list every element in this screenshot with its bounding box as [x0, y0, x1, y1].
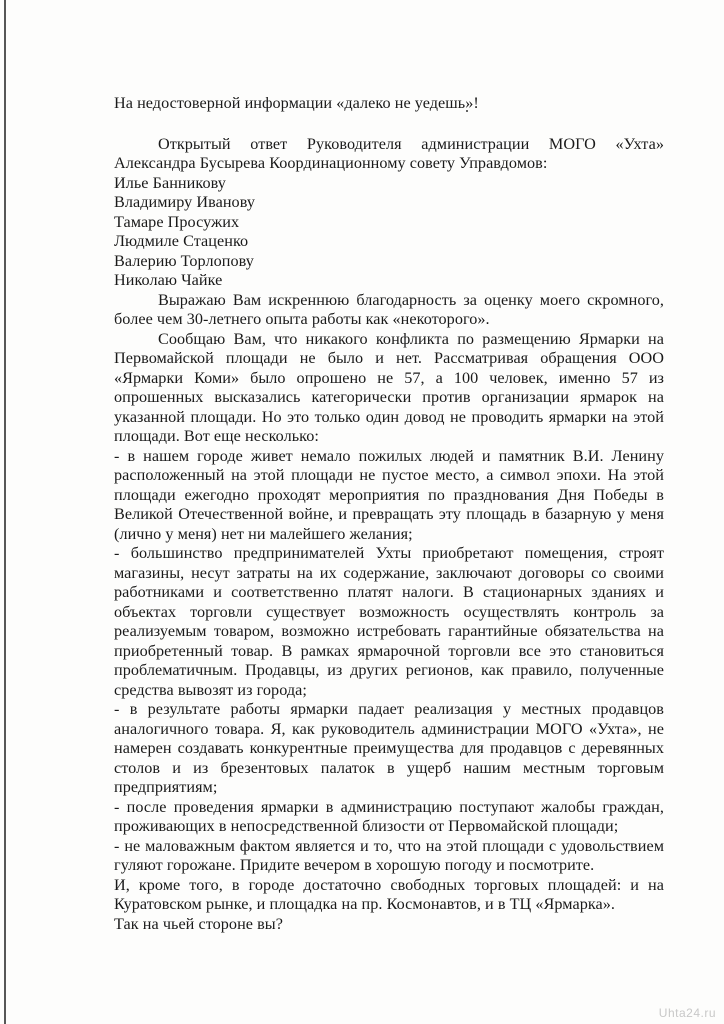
site-watermark: Uhta24.ru — [658, 1006, 716, 1020]
recipient-line: Тамаре Просужих — [114, 213, 240, 231]
text-line: магазины, несут затраты на их содержание, заключают договоры со своими — [114, 564, 664, 582]
text-line: объектах торговли существует возможность осуществлять контроль за — [114, 603, 664, 621]
text-line: намерен создавать конкурентные преимущества для продавцов с деревянных — [114, 739, 664, 757]
recipient-line: Владимиру Иванову — [114, 193, 255, 211]
text-line: Открытый ответ Руководителя администрации МОГО «Ухта» — [158, 135, 664, 153]
text-line: столов и из брезентовых палаток в ущерб нашим местным торговым — [114, 759, 664, 777]
text-line: реализуемым товаром, возможно истребовать гарантийные обязательства на — [114, 622, 664, 640]
text-line: Куратовском рынке, и площадка на пр. Космонавтов, и в ТЦ «Ярмарка». — [114, 895, 615, 913]
text-line: Великой Отечественной войне, и превращать эту площадь в базарную у меня — [114, 505, 664, 523]
text-line: Сообщаю Вам, что никакого конфликта по размещению Ярмарки на — [158, 330, 664, 348]
text-line: - после проведения ярмарки в администрацию поступают жалобы граждан, — [114, 798, 664, 816]
text-line: «Ярмарки Коми» было опрошено не 57, а 100 человек, именно 57 из — [114, 369, 664, 387]
recipient-line: Николаю Чайке — [114, 271, 223, 289]
text-line: Первомайской площади не было и нет. Рассматривая обращения ООО — [114, 349, 664, 367]
text-line: указанной площади. Но это только один довод не проводить ярмарки на этой — [114, 408, 664, 426]
recipient-line: Илье Банникову — [114, 174, 226, 192]
recipient-line: Людмиле Стаценко — [114, 232, 249, 250]
scan-edge — [4, 0, 6, 1024]
text-line: расположенный на этой площади не пустое место, а символ эпохи. На этой — [114, 466, 664, 484]
text-line: (лично у меня) нет ни малейшего желания; — [114, 525, 413, 543]
text-line: Выражаю Вам искреннюю благодарность за оценку моего скромного, — [158, 291, 664, 309]
text-line: площади ежегодно проходят мероприятия по празднования Дня Победы в — [114, 486, 664, 504]
text-line: - большинство предпринимателей Ухты приобретают помещения, строят — [114, 544, 664, 562]
text-line: Александра Бусырева Координационному совету Управдомов: — [114, 154, 548, 172]
text-line: проблематичным. Продавцы, из других регионов, как правило, полученные — [114, 661, 664, 679]
text-line: предприятиям; — [114, 778, 218, 796]
text-line: приобретенный товар. В рамках ярмарочной торговли все это становиться — [114, 642, 664, 660]
document-heading: На недостоверной информации «далеко не уедешь»! — [114, 94, 479, 112]
text-line: Так на чьей стороне вы? — [114, 915, 283, 933]
text-line: - в нашем городе живет немало пожилых людей и памятник В.И. Ленину — [114, 447, 664, 465]
text-line: более чем 30-летнего опыта работы как «некоторого». — [114, 310, 490, 328]
text-line: аналогичного товара. Я, как руководитель администрации МОГО «Ухта», не — [114, 720, 664, 738]
text-line: И, кроме того, в городе достаточно свободных торговых площадей: и на — [114, 876, 664, 894]
recipient-line: Валерию Торлопову — [114, 252, 254, 270]
text-line: гуляют горожане. Придите вечером в хорошую погоду и посмотрите. — [114, 856, 595, 874]
text-line: - в результате работы ярмарки падает реализация у местных продавцов — [114, 700, 664, 718]
text-line: работниками и соответственно платят налоги. В стационарных зданиях и — [114, 583, 664, 601]
text-line: опрошенных высказались категорически против организации ярмарок на — [114, 388, 664, 406]
text-line: средства вывозят из города; — [114, 681, 307, 699]
text-line: проживающих в непосредственной близости от Первомайской площади; — [114, 817, 619, 835]
text-line: площади. Вот еще несколько: — [114, 427, 319, 445]
text-line: - не маловажным фактом является и то, что на этой площади с удовольствием — [114, 837, 664, 855]
